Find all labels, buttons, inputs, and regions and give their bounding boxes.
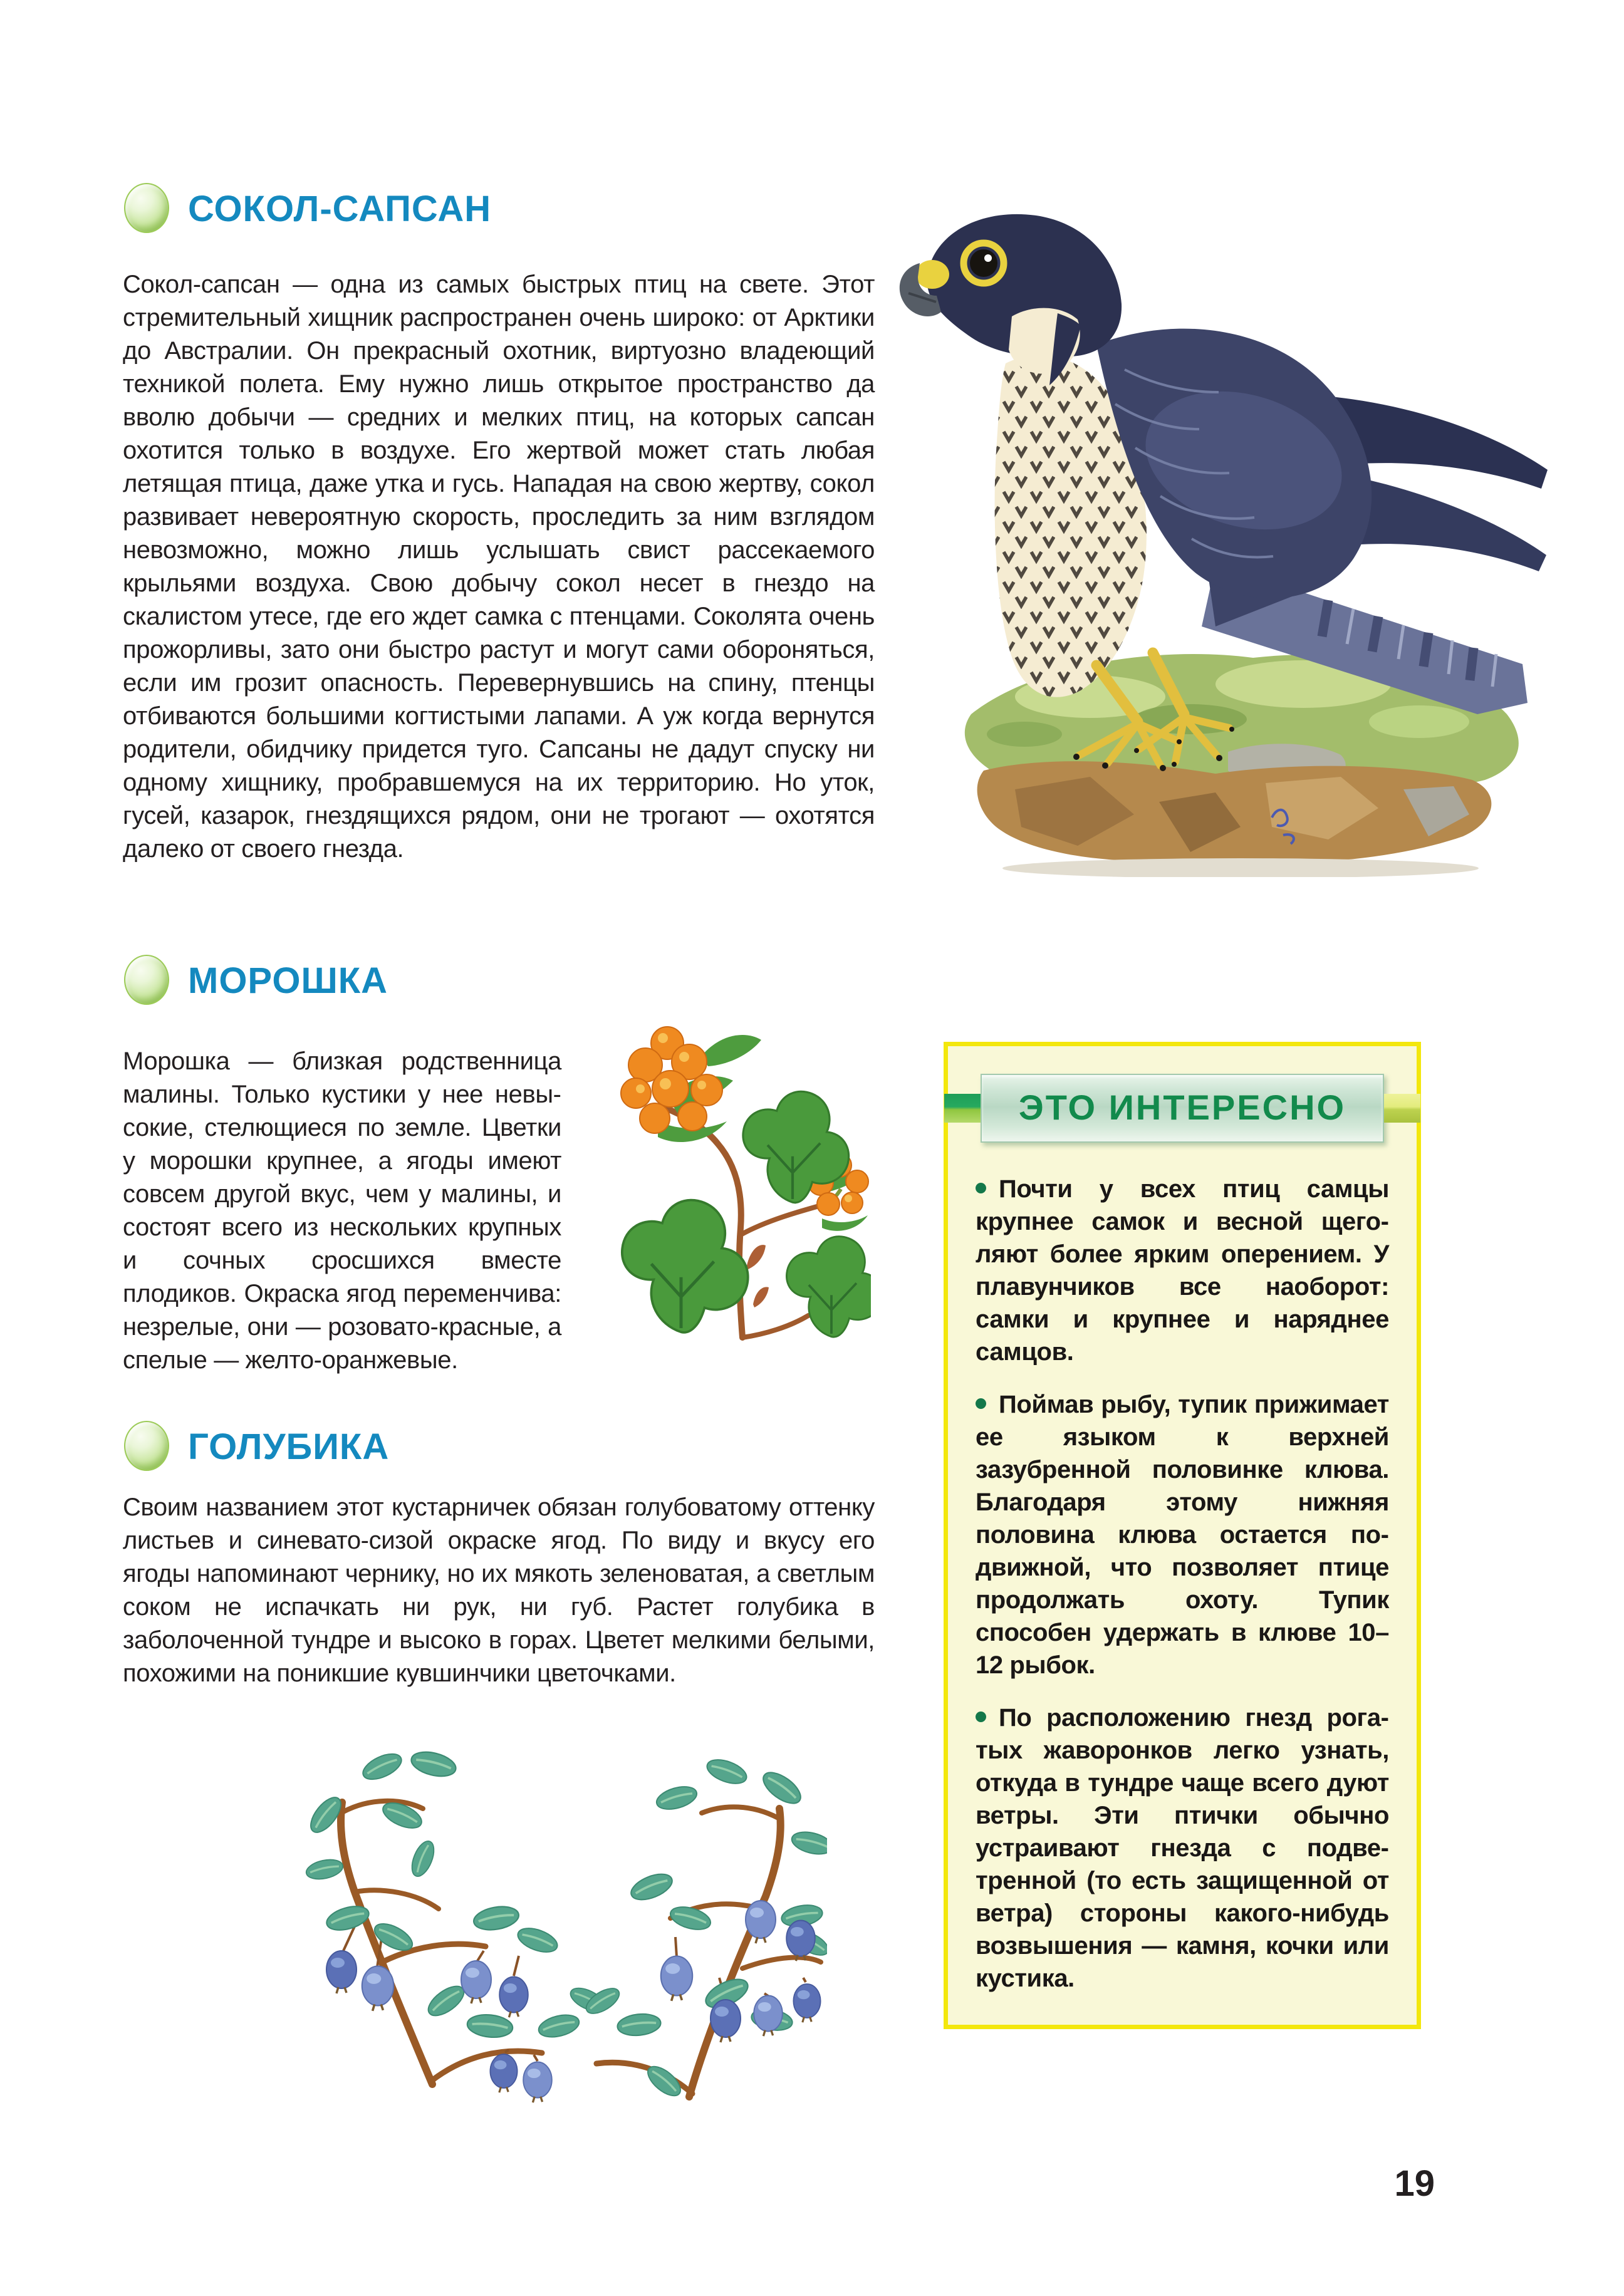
cloudberry-bud (753, 1287, 769, 1307)
info-box-banner (981, 1074, 1384, 1143)
banner-ribbon-left-icon (944, 1094, 981, 1123)
blueberry-branch-left (341, 1801, 542, 2084)
section-head-falcon (124, 183, 491, 233)
info-box (944, 1042, 1421, 2029)
green-sphere-bullet-icon (124, 183, 169, 233)
falcon-illustration (890, 188, 1566, 877)
cloudberry-berry-large (621, 1027, 722, 1133)
green-dot-bullet-icon (976, 1712, 986, 1722)
green-dot-bullet-icon (976, 1183, 986, 1193)
falcon-cere (915, 260, 949, 289)
falcon-paragraph: Сокол-сапсан — одна из самых быстрых птиц на свете. Этот стремительный хищник распространен очень широко: от Арктики до Австралии. Он прекрасный охотник, виртуозно владеющий техникой полета. Ему нужно лишь открытое пространство да вволю добычи — средних и мелких птиц, на которых сапсан охотится только в воздухе. Его жертвой может стать любая летящая птица, даже утка и гусь. Нападая на свою жертву, сокол развивает невероятную скорость, проследить за ним взглядом невозможно, можно лишь услышать свист рассекаемого крыльями воздуха. Свою добычу сокол несет в гнездо на скалистом утесе, где его ждет самка с птенцами. Соколята очень прожорливы, зато они быстро растут и могут сами обороняться, если им грозит опасность. Перевернувшись на спину, птенцы отбиваются большими когтистыми лапами. А уж когда вернутся родители, обидчику придется туго. Сапсаны не дадут спуску ни одному хищнику, пробравшемуся на их территорию. Но уток, гусей, казарок, гнездящихся рядом, они не трогают — охотятся далеко от своего гнезда. (123, 271, 875, 863)
cloudberry-leaf (622, 1200, 748, 1332)
info-item-text: По расположению гнезд рогатых жаворонков легко узнать, откуда в тундре чаще всего дуют ветры. Эти птички обычно устраивают гнезда с подветренной (то есть защищенной от ветра) стороны какого-нибудь возвышения — камня, кочки или кустика. (976, 1704, 1389, 1992)
info-item (976, 1388, 1389, 1681)
info-box-title: ЭТО ИНТЕРЕСНО (1018, 1088, 1346, 1127)
blueberry-branch-right (596, 1807, 821, 2097)
section-title-cloudberry: МОРОШКА (188, 960, 388, 1001)
blueberry-illustration (288, 1730, 827, 2112)
blueberry-paragraph: Своим названием этот кустарничек обязан голубоватому оттенку листьев и синевато-сизой окраске ягод. По виду и вкусу его ягоды напоминают чернику, но их мякоть зеленоватая, а светлым соком не испачкать ни рук, ни губ. Растет голубика в заболоченной тундре и высоко в горах. Цветет мелкими белыми, похожими на поникшие кувшинчики цветочками. (123, 1493, 875, 1687)
section-head-blueberry (124, 1421, 389, 1471)
section-title-blueberry: ГОЛУБИКА (188, 1426, 390, 1467)
info-item (976, 1173, 1389, 1368)
blueberry-leaves-left (304, 1748, 608, 2040)
cloudberry-illustration (608, 996, 871, 1347)
info-item-text: Поймав рыбу, тупик прижимает ее языком к верхней зазубренной половинке клюва. Благодаря этому нижняя половина клюва остается подвижной, что позволяет птице продолжать охоту. Тупик способен удержать в клюве 10–12 рыбок. (976, 1391, 1389, 1679)
section-head-cloudberry (124, 955, 388, 1005)
info-item-text: Почти у всех птиц самцы крупнее самок и весной щеголяют более ярким оперением. У плавунчиков все наоборот: самки и крупнее и наряднее самцов. (976, 1175, 1389, 1366)
banner-ribbon-right-icon (1384, 1094, 1420, 1123)
falcon-eye (970, 249, 997, 277)
cloudberry-bud (747, 1245, 766, 1269)
blueberry-berries-left (326, 1951, 552, 2102)
info-item (976, 1701, 1389, 1995)
cloudberry-paragraph: Морошка — близкая родственница малины. Только кустики у нее невысокие, стелющиеся по земле. Цветки у морошки крупнее, а ягоды имеют совсем другой вкус, чем у малины, и состоят всего из нескольких крупных и сочных сросшихся вместе плодиков. Окраска ягод переменчива: незрелые, они — розовато-красные, а спелые — желто-оранжевые. (123, 1047, 561, 1374)
section-title-falcon: СОКОЛ-САПСАН (188, 189, 492, 229)
page-number: 19 (1394, 2163, 1435, 2204)
green-sphere-bullet-icon (124, 1421, 169, 1471)
green-dot-bullet-icon (976, 1398, 986, 1409)
green-sphere-bullet-icon (124, 955, 169, 1005)
